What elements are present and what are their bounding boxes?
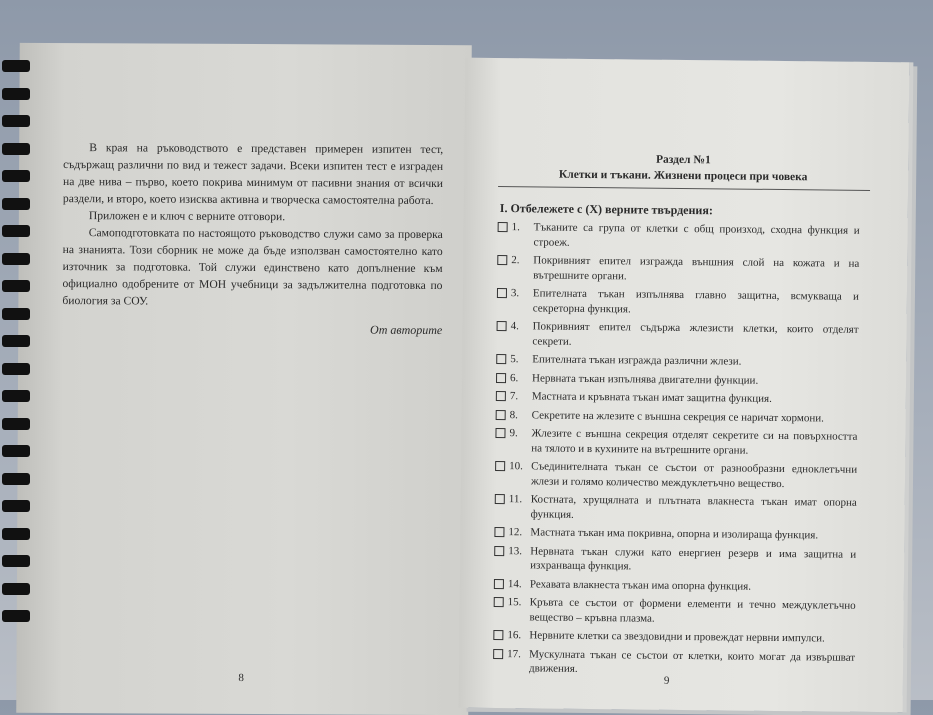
item-number: 15. [507, 596, 522, 609]
spiral-ring [2, 143, 30, 155]
statement-item [497, 253, 859, 286]
item-text: Съединителната тъкан се състои от разнообразни едноклетъчни жлези и голямо количество междуклетъчно вещество. [530, 460, 858, 490]
statement-item [494, 544, 856, 577]
spiral-ring [2, 88, 30, 100]
checkbox[interactable] [497, 321, 507, 331]
item-number: 10. [509, 460, 523, 473]
item-number: 9. [509, 427, 518, 440]
item-number: 5. [510, 353, 519, 366]
item-number: 6. [510, 371, 519, 384]
statement-item [497, 286, 859, 319]
spiral-ring [2, 198, 30, 210]
spiral-ring [2, 280, 30, 292]
spiral-ring [2, 555, 30, 567]
item-text: Епителната тъкан изпълнява главно защитна, всмукваща и секреторна функция. [532, 287, 859, 315]
right-page [459, 58, 910, 713]
item-number: 17. [507, 647, 521, 660]
spiral-ring [2, 363, 30, 375]
checkbox[interactable] [495, 428, 505, 438]
item-text: Секретите на жлезите с външна секреция се наричат хормони. [531, 408, 824, 424]
checkbox[interactable] [495, 494, 505, 504]
item-number: 12. [508, 526, 523, 539]
item-number: 7. [509, 390, 519, 403]
statement-item [496, 371, 858, 389]
item-number: 16. [507, 629, 522, 642]
spiral-ring [2, 390, 30, 402]
item-number: 3. [510, 287, 520, 300]
statement-item [493, 628, 855, 646]
spiral-ring [2, 610, 30, 622]
item-text: Нервната тъкан изпълнява двигателни функции. [532, 371, 759, 387]
spiral-ring [2, 473, 30, 485]
spiral-ring [2, 335, 30, 347]
section-label: Раздел №1 [655, 153, 711, 167]
spiral-ring [2, 418, 30, 430]
item-text: Епителната тъкан изгражда различни жлези. [532, 353, 742, 368]
statement-item [496, 319, 858, 352]
spiral-ring [2, 170, 30, 182]
checkbox[interactable] [494, 546, 504, 556]
item-text: Мастната тъкан има покривна, опорна и изолираща функция. [530, 526, 819, 542]
spiral-ring [2, 528, 30, 540]
checkbox[interactable] [496, 373, 506, 383]
statement-item [494, 525, 856, 543]
checkbox[interactable] [494, 527, 504, 537]
item-number: 4. [510, 320, 519, 333]
item-text: Рехавата влакнеста тъкан има опорна функция. [529, 577, 752, 593]
statement-list [493, 220, 860, 683]
spiral-ring [2, 583, 30, 595]
item-text: Нервните клетки са звездовидни и провеждат нервни импулси. [529, 629, 825, 645]
item-number: 14. [507, 577, 522, 590]
item-text: Мастната и кръвната тъкан имат защитна функция. [531, 390, 772, 405]
spiral-ring [2, 308, 30, 320]
item-text: Костната, хрущялната и плътната влакнеста тъкан имат опорна функция. [530, 493, 857, 521]
page-number: 9 [663, 674, 670, 687]
item-number: 8. [509, 408, 518, 421]
checkbox[interactable] [495, 461, 505, 471]
page-number: 8 [238, 671, 244, 685]
paragraph: В края на ръководството е представен примерен изпитен тест, съдържащ различни по вид и тежест задачи. Всеки изпитен тест е изграден на две нива – първо, което покрива минимум от пасивни знания от всички раздели, и второ, което изисква активна и творческа самостоятелна работа. [62, 141, 444, 207]
item-text: Кръвта се състои от формени елементи и течно междуклетъчно вещество – кръвна плазма. [529, 596, 856, 625]
divider [498, 186, 870, 191]
statement-item [493, 647, 855, 680]
item-text: Нервната тъкан служи като енергиен резерв и има защитна и изхранваща функция. [530, 544, 857, 573]
checkbox[interactable] [497, 255, 507, 265]
spiral-ring [2, 60, 30, 72]
statement-item [495, 492, 857, 525]
item-text: Мускулната тъкан се състои от клетки, които могат да извършват движения. [528, 647, 856, 675]
spiral-ring [2, 115, 30, 127]
checkbox[interactable] [493, 649, 503, 659]
checkbox[interactable] [497, 288, 507, 298]
item-number: 2. [511, 254, 520, 267]
statement-item [494, 577, 856, 595]
section-title: Клетки и тъкани. Жизнени процеси при човека [558, 168, 808, 184]
intro-text [62, 139, 443, 311]
statement-item [495, 426, 857, 459]
item-text: Покривният епител съдържа жлезисти клетки, които отделят секрети. [532, 320, 859, 348]
item-number: 11. [508, 493, 523, 506]
question-title: I. Отбележете с (X) верните твърдения: [499, 201, 713, 218]
spiral-ring [2, 253, 30, 265]
item-number: 1. [511, 221, 520, 234]
item-text: Покривният епител изгражда външния слой на кожата и на вътрешните органи. [533, 254, 860, 282]
statement-item [496, 408, 858, 426]
statement-item [493, 595, 855, 628]
checkbox[interactable] [498, 222, 508, 232]
item-number: 13. [508, 544, 523, 557]
spiral-ring [2, 500, 30, 512]
item-text: Тъканите са група от клетки с общ произход, сходна функция и строеж. [533, 221, 860, 249]
checkbox[interactable] [496, 410, 506, 420]
statement-item [496, 389, 858, 407]
checkbox[interactable] [496, 391, 506, 401]
item-text: Жлезите с външна секреция отделят секретите си на повърхността на тялото и в кухините на вътрешните органи. [531, 427, 858, 457]
checkbox[interactable] [494, 597, 504, 607]
statement-item [497, 220, 859, 253]
signature: От авторите [370, 322, 443, 338]
statement-item [495, 459, 857, 492]
statement-item [496, 352, 858, 370]
left-page [16, 43, 472, 715]
section-heading [498, 150, 868, 186]
spiral-ring [2, 445, 30, 457]
spiral-ring [2, 225, 30, 237]
checkbox[interactable] [494, 579, 504, 589]
paragraph: Самоподготовката по настоящото ръководство служи само за проверка на знанията. Този сборник не може да бъде използван самостоятелно като източник за подготовка. Той служи единствено като допълнение към официално одобрените от МОН учебници за задължителна подготовка по биология за СОУ. [62, 226, 443, 308]
paragraph: Приложен е и ключ с верните отговори. [88, 209, 286, 224]
checkbox[interactable] [493, 630, 503, 640]
checkbox[interactable] [496, 354, 506, 364]
